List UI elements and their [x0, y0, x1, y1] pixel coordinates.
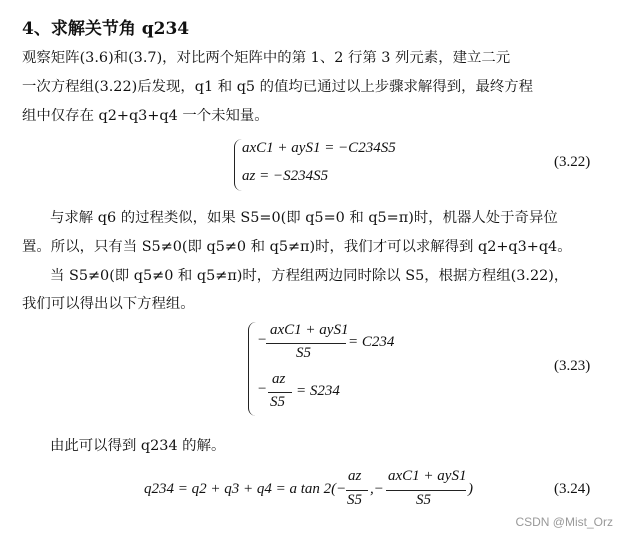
fraction-bar [266, 343, 346, 344]
comma-minus: ,− [370, 481, 384, 497]
fraction-numerator: axC1 + ayS1 [388, 468, 467, 484]
equation-brace [248, 322, 257, 416]
minus-sign: − [258, 332, 267, 348]
paragraph2-line-3: 当 S5≠0(即 q5≠0 和 q5≠π)时，方程组两边同时除以 S5，根据方程组(3.22)， [50, 268, 569, 284]
paragraph-line-1: 观察矩阵(3.6)和(3.7)，对比两个矩阵中的第 1、2 行第 3 列元素，建立二元 [22, 50, 511, 66]
equation-323-number: (3.23) [554, 358, 591, 374]
closing-paren: ) [468, 481, 473, 497]
equation-324-lhs: q234 = q2 + q3 + q4 = a tan 2(− [144, 481, 347, 497]
fraction-denominator: S5 [416, 492, 431, 508]
equation-322-line2: az = −S234S5 [242, 168, 329, 184]
fraction-numerator: axC1 + ayS1 [270, 322, 349, 338]
watermark: CSDN @Mist_Orz [515, 515, 613, 529]
minus-sign: − [258, 381, 267, 397]
paragraph-line-3: 组中仅存在 q2+q3+q4 一个未知量。 [22, 108, 269, 124]
equation-322-line1: axC1 + ayS1 = −C234S5 [242, 140, 396, 156]
fraction-denominator: S5 [270, 394, 285, 410]
fraction-bar [346, 490, 368, 491]
fraction-numerator: az [348, 468, 362, 484]
equation-322-number: (3.22) [554, 154, 591, 170]
fraction-bar [386, 490, 466, 491]
fraction-denominator: S5 [347, 492, 362, 508]
fraction-bar [268, 392, 292, 393]
paragraph2-line-2: 置。所以，只有当 S5≠0(即 q5≠0 和 q5≠π)时，我们才可以求解得到 q2+q3+q4。 [22, 239, 572, 255]
fraction-numerator: az [272, 371, 286, 387]
equation-323-rhs1: = C234 [348, 334, 395, 350]
paragraph2-line-1: 与求解 q6 的过程类似，如果 S5=0(即 q5=0 和 q5=π)时，机器人处于奇异位 [50, 210, 558, 226]
paragraph3: 由此可以得到 q234 的解。 [50, 438, 226, 454]
equation-323-rhs2: = S234 [296, 383, 340, 399]
paragraph2-line-4: 我们可以得出以下方程组。 [22, 296, 195, 312]
section-heading: 4、求解关节角 q234 [22, 19, 190, 39]
equation-324-number: (3.24) [554, 481, 591, 497]
fraction-denominator: S5 [296, 345, 311, 361]
paragraph-line-2: 一次方程组(3.22)后发现，q1 和 q5 的值均已通过以上步骤求解得到，最终方程 [22, 79, 534, 95]
